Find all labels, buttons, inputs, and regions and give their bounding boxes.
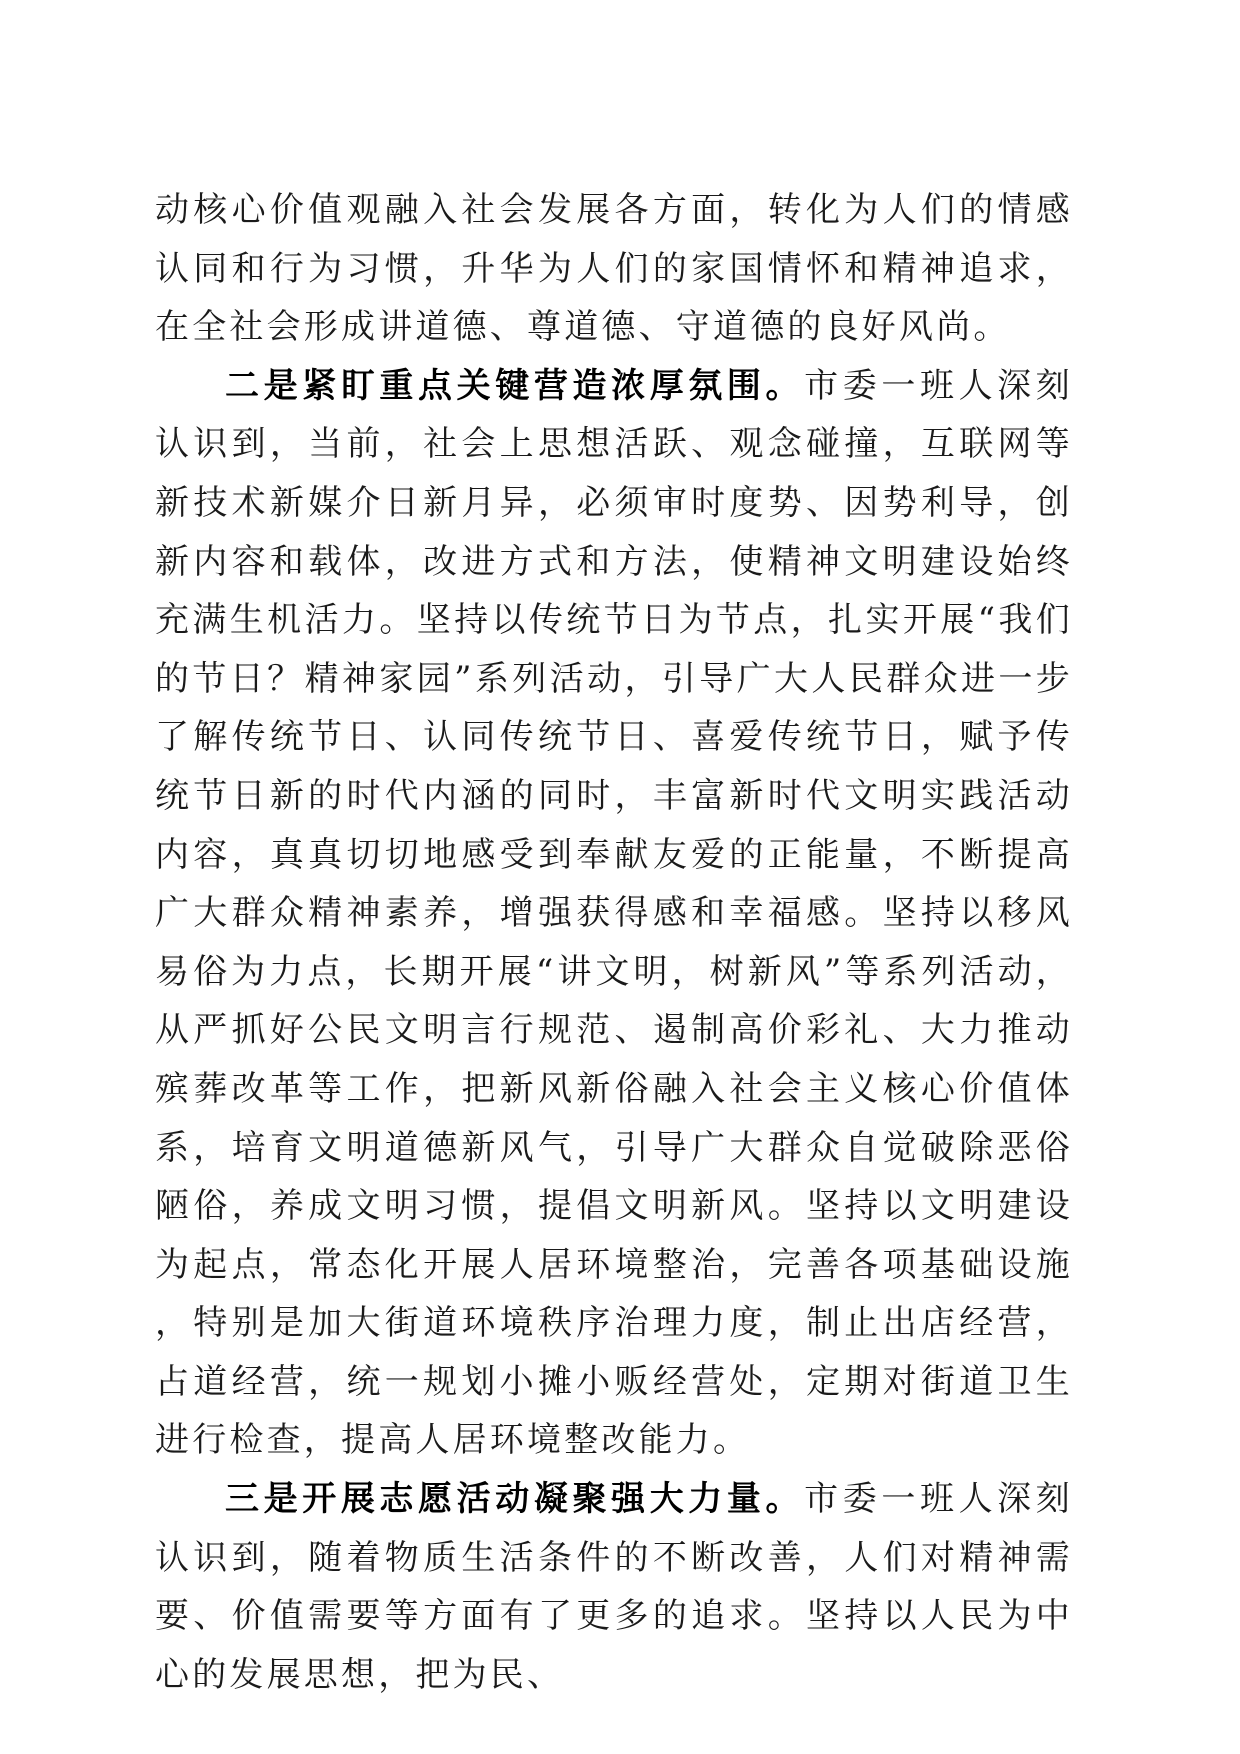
paragraph-point-two — [155, 357, 1073, 1470]
paragraph-text: 动核心价值观融入社会发展各方面，转化为人们的情感认同和行为习惯，升华为人们的家国情怀和精神追求，在全社会形成讲道德、尊道德、守道德的良好风尚。 — [155, 190, 1073, 348]
paragraph-lead-heading: 三是开展志愿活动凝聚强大力量。 — [225, 1479, 805, 1520]
paragraph-point-three — [155, 1470, 1073, 1704]
paragraph-lead-heading: 二是紧盯重点关键营造浓厚氛围。 — [225, 365, 805, 406]
paragraph-text: 市委一班人深刻认识到，当前，社会上思想活跃、观念碰撞，互联网等新技术新媒介日新月异，必须审时度势、因势利导，创新内容和载体，改进方式和方法，使精神文明建设始终充满生机活力。坚持以传统节日为节点，扎实开展“我们的节日？精神家园”系列活动，引导广大人民群众进一步了解传统节日、认同传统节日、喜爱传统节日，赋予传统节日新的时代内涵的同时，丰富新时代文明实践活动内容，真真切切地感受到奉献友爱的正能量，不断提高广大群众精神素养，增强获得感和幸福感。坚持以移风易俗为力点，长期开展“讲文明，树新风”等系列活动，从严抓好公民文明言行规范、遏制高价彩礼、大力推动殡葬改革等工作，把新风新俗融入社会主义核心价值体系，培育文明道德新风气，引导广大群众自觉破除恶俗陋俗，养成文明习惯，提倡文明新风。坚持以文明建设为起点，常态化开展人居环境整治，完善各项基础设施，特别是加大街道环境秩序治理力度，制止出店经营，占道经营，统一规划小摊小贩经营处，定期对街道卫生进行检查，提高人居环境整改能力。 — [155, 365, 1073, 1461]
paragraph-text: 市委一班人深刻认识到，随着物质生活条件的不断改善，人们对精神需要、价值需要等方面有了更多的追求。坚持以人民为中心的发展思想，把为民、 — [155, 1479, 1073, 1695]
document-body — [155, 181, 1073, 1704]
paragraph-continuation — [155, 181, 1073, 357]
